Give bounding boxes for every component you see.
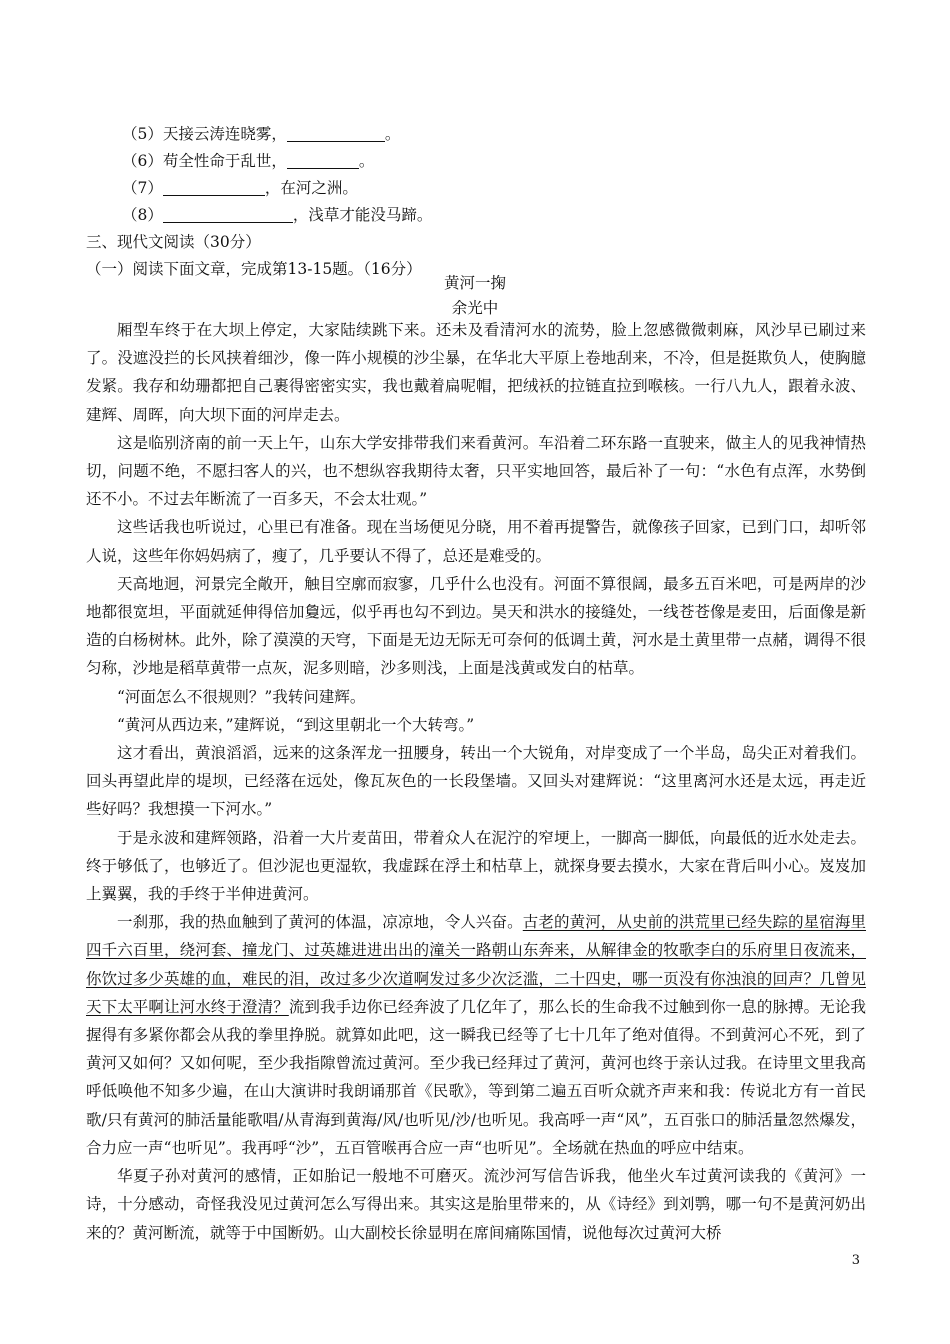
fill-blank-5 — [122, 122, 400, 144]
paragraph: 这是临别济南的前一天上午，山东大学安排带我们来看黄河。车沿着二环东路一直驶来，做主人的见我神情热切，问题不绝，不愿扫客人的兴，也不想纵容我期待太奢，只平实地回答，最后补了一句：“水色有点浑，水势倒还不小。不过去年断流了一百多天，不会太壮观。” — [86, 433, 866, 509]
article-body — [86, 316, 866, 1247]
answer-blank[interactable] — [287, 126, 385, 142]
item-number: （7） — [122, 179, 163, 197]
paragraph: 厢型车终于在大坝上停定，大家陆续跳下来。还未及看清河水的流势，脸上忽感微微刺麻，风沙早已刷过来了。没遮没拦的长风挟着细沙，像一阵小规模的沙尘暴，在华北大平原上卷地刮来，不冷，但是挺欺负人，使胸臆发紧。我存和幼珊都把自己裹得密密实实，我也戴着扁呢帽，把绒袄的拉链直拉到喉核。一行八九人，跟着永波、建辉、周晖，向大坝下面的河岸走去。 — [86, 321, 866, 424]
item-text: ，浅草才能没马蹄。 — [292, 206, 433, 224]
section-title: 三、现代文阅读（30分） — [86, 233, 261, 251]
paragraph: 华夏子孙对黄河的感情，正如胎记一般地不可磨灭。流沙河写信告诉我，他坐火车过黄河读我的《黄河》一诗，十分感动，奇怪我没见过黄河怎么写得出来。其实这是胎里带来的，从《诗经》到刘鹗，哪一句不是黄河奶出来的？黄河断流，就等于中国断奶。山大副校长徐显明在席间痛陈国情，说他每次过黄河大桥 — [86, 1167, 866, 1242]
item-text: 。 — [384, 125, 401, 143]
paragraph: “河面怎么不很规则？”我转问建辉。 — [117, 687, 366, 706]
item-text: 天接云涛连晓雾， — [162, 125, 287, 143]
page-number: 3 — [851, 1253, 860, 1268]
item-number: （6） — [122, 152, 163, 170]
paragraph: 这才看出，黄浪滔滔，远来的这条浑龙一扭腰身，转出一个大锐角，对岸变成了一个半岛，岛尖正对着我们。回头再望此岸的堤坝，已经落在远处，像瓦灰色的一长段堡墙。又回头对建辉说：“这里离河水还是太远，再走近些好吗？我想摸一下河水。” — [86, 744, 866, 819]
item-text: 。 — [358, 152, 375, 170]
paragraph: 天高地迥，河景完全敞开，触目空廓而寂寥，几乎什么也没有。河面不算很阔，最多五百米吧，可是两岸的沙地都很宽坦，平面就延伸得倍加敻远，似乎再也勾不到边。昊天和洪水的接缝处，一线苍苍像是麦田，后面像是新造的白杨树林。此外，除了漠漠的天穹，下面是无边无际无可奈何的低调土黄，河水是土黄里带一点赭，调得不很匀称，沙地是稻草黄带一点灰，泥多则暗，沙多则浅，上面是浅黄或发白的枯草。 — [86, 574, 866, 678]
answer-blank[interactable] — [163, 180, 265, 196]
paragraph-rest: 流到我手边你已经奔波了几亿年了，那么长的生命我不过触到你一息的脉搏。无论我握得有多紧你都会从我的拳里挣脱。就算如此吧，这一瞬我已经等了七十几年了绝对值得。不到黄河心不死，到了黄河又如何？又如何呢，至少我指隙曾流过黄河。至少我已经拜过了黄河，黄河也终于亲认过我。在诗里文里我高呼低唤他不知多少遍，在山大演讲时我朗诵那首《民歌》，等到第二遍五百听众就齐声来和我：传说北方有一首民歌/只有黄河的肺活量能歌唱/从青海到黄海/风/也听见/沙/也听见。我高呼一声“风”，五百张口的肺活量忽然爆发，合力应一声“也听见”。我再呼“沙”，五百管喉再合应一声“也听见”。全场就在热血的呼应中结束。 — [86, 997, 866, 1157]
fill-blank-6 — [122, 149, 374, 171]
item-text: 苟全性命于乱世， — [162, 152, 287, 170]
fill-blank-7 — [122, 176, 358, 198]
paragraph: 这些话我也听说过，心里已有准备。现在当场便见分晓，用不着再提警告，就像孩子回家，已到门口，却听邻人说，这些年你妈妈病了，瘦了，几乎要认不得了，总还是难受的。 — [86, 518, 866, 565]
paragraph: 于是永波和建辉领路，沿着一大片麦苗田，带着众人在泥泞的窄埂上，一脚高一脚低，向最低的近水处走去。终于够低了，也够近了。但沙泥也更湿软，我虚踩在浮土和枯草上，就探身要去摸水，大家在背后叫小心。岌岌加上翼翼，我的手终于半伸进黄河。 — [86, 828, 866, 904]
article-title: 黄河一掬 — [443, 274, 506, 292]
answer-blank[interactable] — [287, 153, 359, 169]
article-author: 余光中 — [451, 299, 499, 317]
item-text: ，在河之洲。 — [264, 179, 358, 197]
paragraph: “黄河从西边来，”建辉说，“到这里朝北一个大转弯。” — [117, 715, 475, 734]
item-number: （8） — [122, 206, 163, 224]
paragraph-start: 一刹那，我的热血触到了黄河的体温，凉凉地，令人兴奋。 — [117, 913, 523, 932]
subsection-title: （一）阅读下面文章，完成第13-15题。（16分） — [86, 260, 422, 278]
item-number: （5） — [122, 125, 163, 143]
answer-blank[interactable] — [163, 207, 293, 223]
fill-blank-8 — [122, 203, 432, 225]
underlined-passage: 古老的黄河，从史前的洪荒里已经失踪的星宿海里四千六百里，绕河套、撞龙门、过英雄进进出出的潼关一路朝山东奔来，从解律金的牧歌李白的乐府里日夜流来，你饮过多少英雄的血，难民的泪，改过多少次道啊发过多少次泛滥，二十四史，哪一页没有你浊浪的回声？几曾见天下太平啊让河水终于澄清？ — [86, 913, 866, 1016]
paragraph-with-underline — [86, 908, 866, 1162]
